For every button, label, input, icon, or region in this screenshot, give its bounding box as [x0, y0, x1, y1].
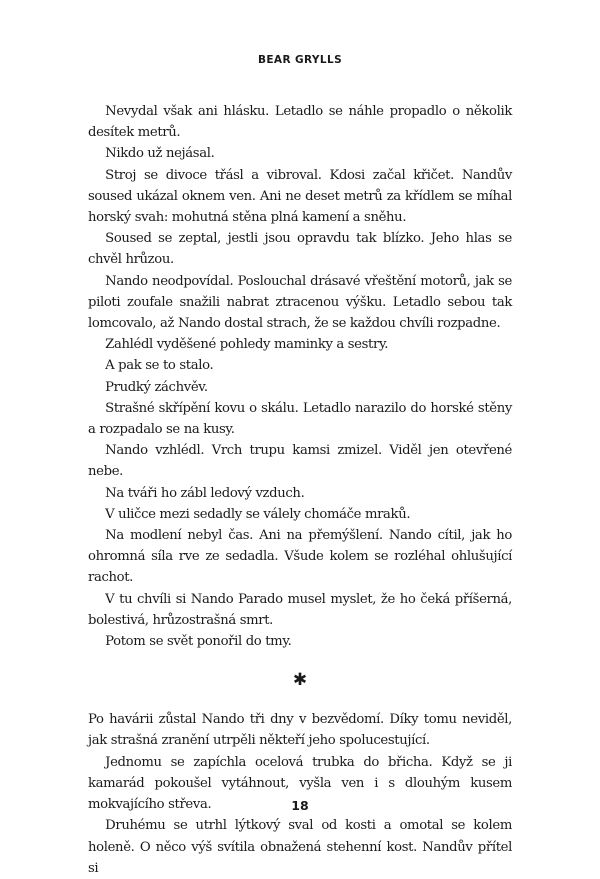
- paragraph: A pak se to stalo.: [105, 358, 214, 374]
- paragraph: Soused se zeptal, jestli jsou opravdu tak blízko. Jeho hlas se chvěl hrůzou.: [88, 231, 512, 268]
- paragraph: Strašné skřípění kovu o skálu. Letadlo narazilo do horské stěny a rozpadalo se na kusy.: [88, 400, 512, 438]
- paragraph: Nevydal však ani hlásku. Letadlo se náhle propadlo o několik desítek metrů.: [88, 104, 512, 141]
- body-text: [88, 101, 512, 879]
- paragraph: Na modlení nebyl čas. Ani na přemýšlení. Nando cítil, jak ho ohromná síla rve ze sedadla. Všude kolem se rozléhal ohlušující rachot.: [88, 528, 512, 586]
- paragraph: Jednomu se zapíchla ocelová trubka do břicha. Když se ji kamarád pokoušel vytáhnout, vyšla ven i s dlouhým kusem mokvajícího střeva.: [88, 754, 512, 813]
- paragraph: Nando neodpovídal. Poslouchal drásavé vřeštění motorů, jak se piloti zoufale snažili nabrat ztracenou výšku. Letadlo sebou tak lomcovalo, až Nando dostal strach, že se každou chvíli rozpadne.: [88, 273, 512, 332]
- paragraph: Na tváři ho zábl ledový vzduch.: [105, 485, 305, 501]
- paragraph: V uličce mezi sedadly se válely chomáče mraků.: [105, 506, 411, 522]
- paragraph: Druhému se utrhl lýtkový sval od kosti a omotal se kolem holeně. O něco výš svítila obnažená stehenní kost. Nandův přítel si: [88, 818, 512, 876]
- paragraph: Potom se svět ponořil do tmy.: [105, 634, 292, 650]
- running-head: BEAR GRYLLS: [257, 54, 343, 66]
- paragraph: Prudký záchvěv.: [105, 379, 208, 395]
- paragraph: Nando vzhlédl. Vrch trupu kamsi zmizel. Viděl jen otevřené nebe.: [88, 443, 512, 480]
- section-break-asterisk-icon: ✱: [292, 670, 308, 691]
- paragraph: Po havárii zůstal Nando tři dny v bezvědomí. Díky tomu neviděl, jak strašná zranění utrpěli někteří jeho spolucestující.: [88, 712, 512, 749]
- paragraph: Nikdo už nejásal.: [105, 146, 215, 162]
- paragraph: V tu chvíli si Nando Parado musel myslet, že ho čeká příšerná, bolestivá, hrůzostrašná smrt.: [88, 591, 512, 628]
- paragraph: Stroj se divoce třásl a vibroval. Kdosi začal křičet. Nandův soused ukázal oknem ven. Ani ne deset metrů za křídlem se míhal horský svah: mohutná stěna plná kamení a sněhu.: [88, 167, 512, 226]
- page-number: 18: [291, 798, 309, 813]
- paragraph: Zahlédl vyděšené pohledy maminky a sestry.: [105, 337, 389, 353]
